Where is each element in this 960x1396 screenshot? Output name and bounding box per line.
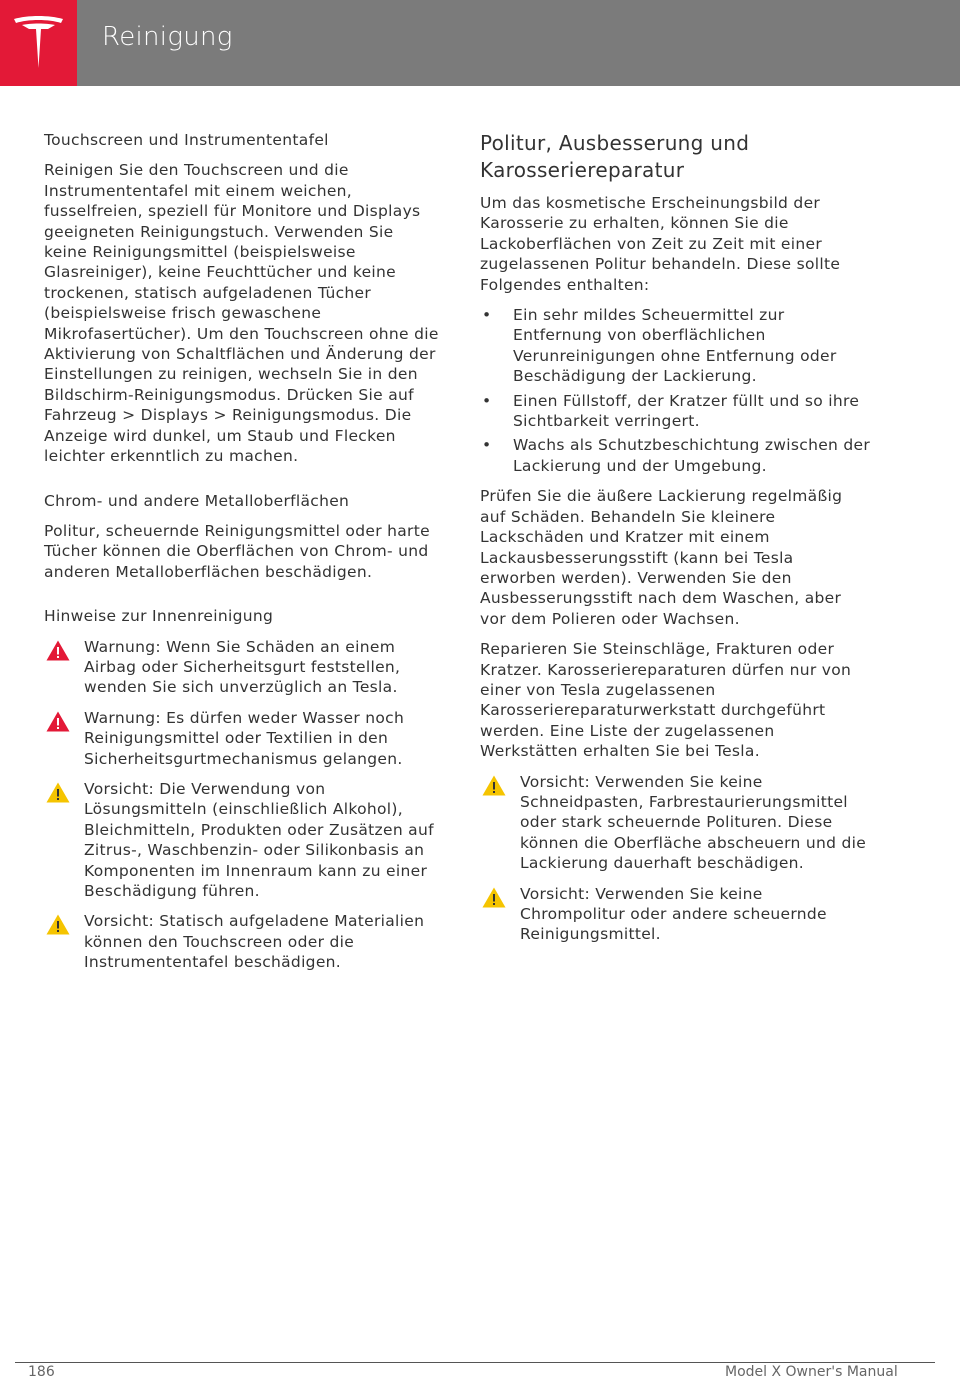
caution-notice xyxy=(480,772,872,874)
caution-icon xyxy=(481,774,507,797)
section-heading-interior: Hinweise zur Innenreinigung xyxy=(44,607,274,626)
caution-icon xyxy=(45,781,71,804)
footer-divider xyxy=(15,1362,935,1363)
notice-text: Warnung: Wenn Sie Schäden an einem Airbag oder Sicherheitsgurt feststellen, wenden Sie sich unverzüglich an Tesla. xyxy=(84,637,401,697)
paragraph-touchscreen: Reinigen Sie den Touchscreen und die Instrumententafel mit einem weichen, fusselfreien, speziell für Monitore und Displays geeigneten Reinigungstuch. Verwenden Sie keine Reinigungsmittel (beispielsweise Glasreiniger), keine Feuchttücher und keine trockenen, statisch aufgeladenen Tücher (beispielsweise frisch gewaschene Mikrofasertücher). Um den Touchscreen ohne die Aktivierung von Schaltflächen und Änderung der Einstellungen zu reinigen, wechseln Sie in den Bildschirm-Reinigungsmodus. Drücken Sie auf Fahrzeug > Displays > Reinigungsmodus. Die Anzeige wird dunkel, um Staub und Flecken leichter erkenntlich zu machen. xyxy=(44,161,439,466)
warning-icon xyxy=(45,639,71,662)
notice-text: Vorsicht: Verwenden Sie keine Schneidpasten, Farbrestaurierungsmittel oder stark scheuernde Polituren. Diese können die Oberfläche abscheuern und die Lackierung dauerhaft beschädigen. xyxy=(520,772,867,873)
caution-icon xyxy=(481,886,507,909)
section-heading-chrome: Chrom- und andere Metalloberflächen xyxy=(44,491,350,510)
paragraph-paint-check: Prüfen Sie die äußere Lackierung regelmäßig auf Schäden. Behandeln Sie kleinere Lackschäden und Kratzer mit einem Lackausbesserungsstift (kann bei Tesla erworben werden). Verwenden Sie den Ausbesserungsstift nach dem Waschen, aber vor dem Polieren oder Wachsen. xyxy=(480,487,843,628)
caution-icon xyxy=(45,913,71,936)
caution-notice xyxy=(44,779,440,901)
page-number: 186 xyxy=(28,1364,55,1380)
paragraph-body-repair: Reparieren Sie Steinschläge, Frakturen oder Kratzer. Karosseriereparaturen dürfen nur von einer von Tesla zugelassenen Karosseriereparaturwerkstatt durchgeführt werden. Eine Liste der zugelassenen Werkstätten erhalten Sie bei Tesla. xyxy=(480,640,852,761)
brand-logo-box xyxy=(0,0,77,86)
warning-notice xyxy=(44,637,440,698)
warning-icon xyxy=(45,710,71,733)
page-header xyxy=(0,0,960,86)
list-item: • Wachs als Schutzbeschichtung zwischen der Lackierung und der Umgebung. xyxy=(480,435,872,476)
paragraph-chrome: Politur, scheuernde Reinigungsmittel oder harte Tücher können die Oberflächen von Chrom- und anderen Metalloberflächen beschädigen. xyxy=(44,521,430,581)
bullet-list xyxy=(480,305,872,476)
right-column xyxy=(480,130,872,955)
notice-text: Warnung: Es dürfen weder Wasser noch Reinigungsmittel oder Textilien in den Sicherheitsgurtmechanismus gelangen. xyxy=(84,708,405,768)
manual-title: Model X Owner's Manual xyxy=(725,1364,898,1380)
list-item: • Ein sehr mildes Scheuermittel zur Entfernung von oberflächlichen Verunreinigungen ohne Entfernung oder Beschädigung der Lackierung. xyxy=(480,305,872,387)
page-title: Reinigung xyxy=(102,22,233,52)
notice-text: Vorsicht: Verwenden Sie keine Chrompolitur oder andere scheuernde Reinigungsmittel. xyxy=(520,884,827,944)
warning-notice xyxy=(44,708,440,769)
tesla-logo-icon xyxy=(13,16,64,70)
list-item: • Einen Füllstoff, der Kratzer füllt und so ihre Sichtbarkeit verringert. xyxy=(480,391,872,432)
paragraph-polish-intro: Um das kosmetische Erscheinungsbild der Karosserie zu erhalten, können Sie die Lackoberflächen von Zeit zu Zeit mit einer zugelassenen Politur behandeln. Diese sollte Folgendes enthalten: xyxy=(480,194,841,294)
section-heading-polish: Politur, Ausbesserung und Karosseriereparatur xyxy=(480,131,750,182)
section-heading-touchscreen: Touchscreen und Instrumententafel xyxy=(44,131,329,149)
caution-notice xyxy=(44,911,440,972)
notice-text: Vorsicht: Statisch aufgeladene Materialien können den Touchscreen oder die Instrumententafel beschädigen. xyxy=(84,912,425,972)
caution-notice xyxy=(480,884,872,945)
left-column xyxy=(44,130,440,983)
notice-text: Vorsicht: Die Verwendung von Lösungsmitteln (einschließlich Alkohol), Bleichmitteln, Produkten oder Zusätzen auf Zitrus-, Waschbenzin- oder Silikonbasis an Komponenten im Innenraum kann zu einer Beschädigung führen. xyxy=(84,779,434,900)
